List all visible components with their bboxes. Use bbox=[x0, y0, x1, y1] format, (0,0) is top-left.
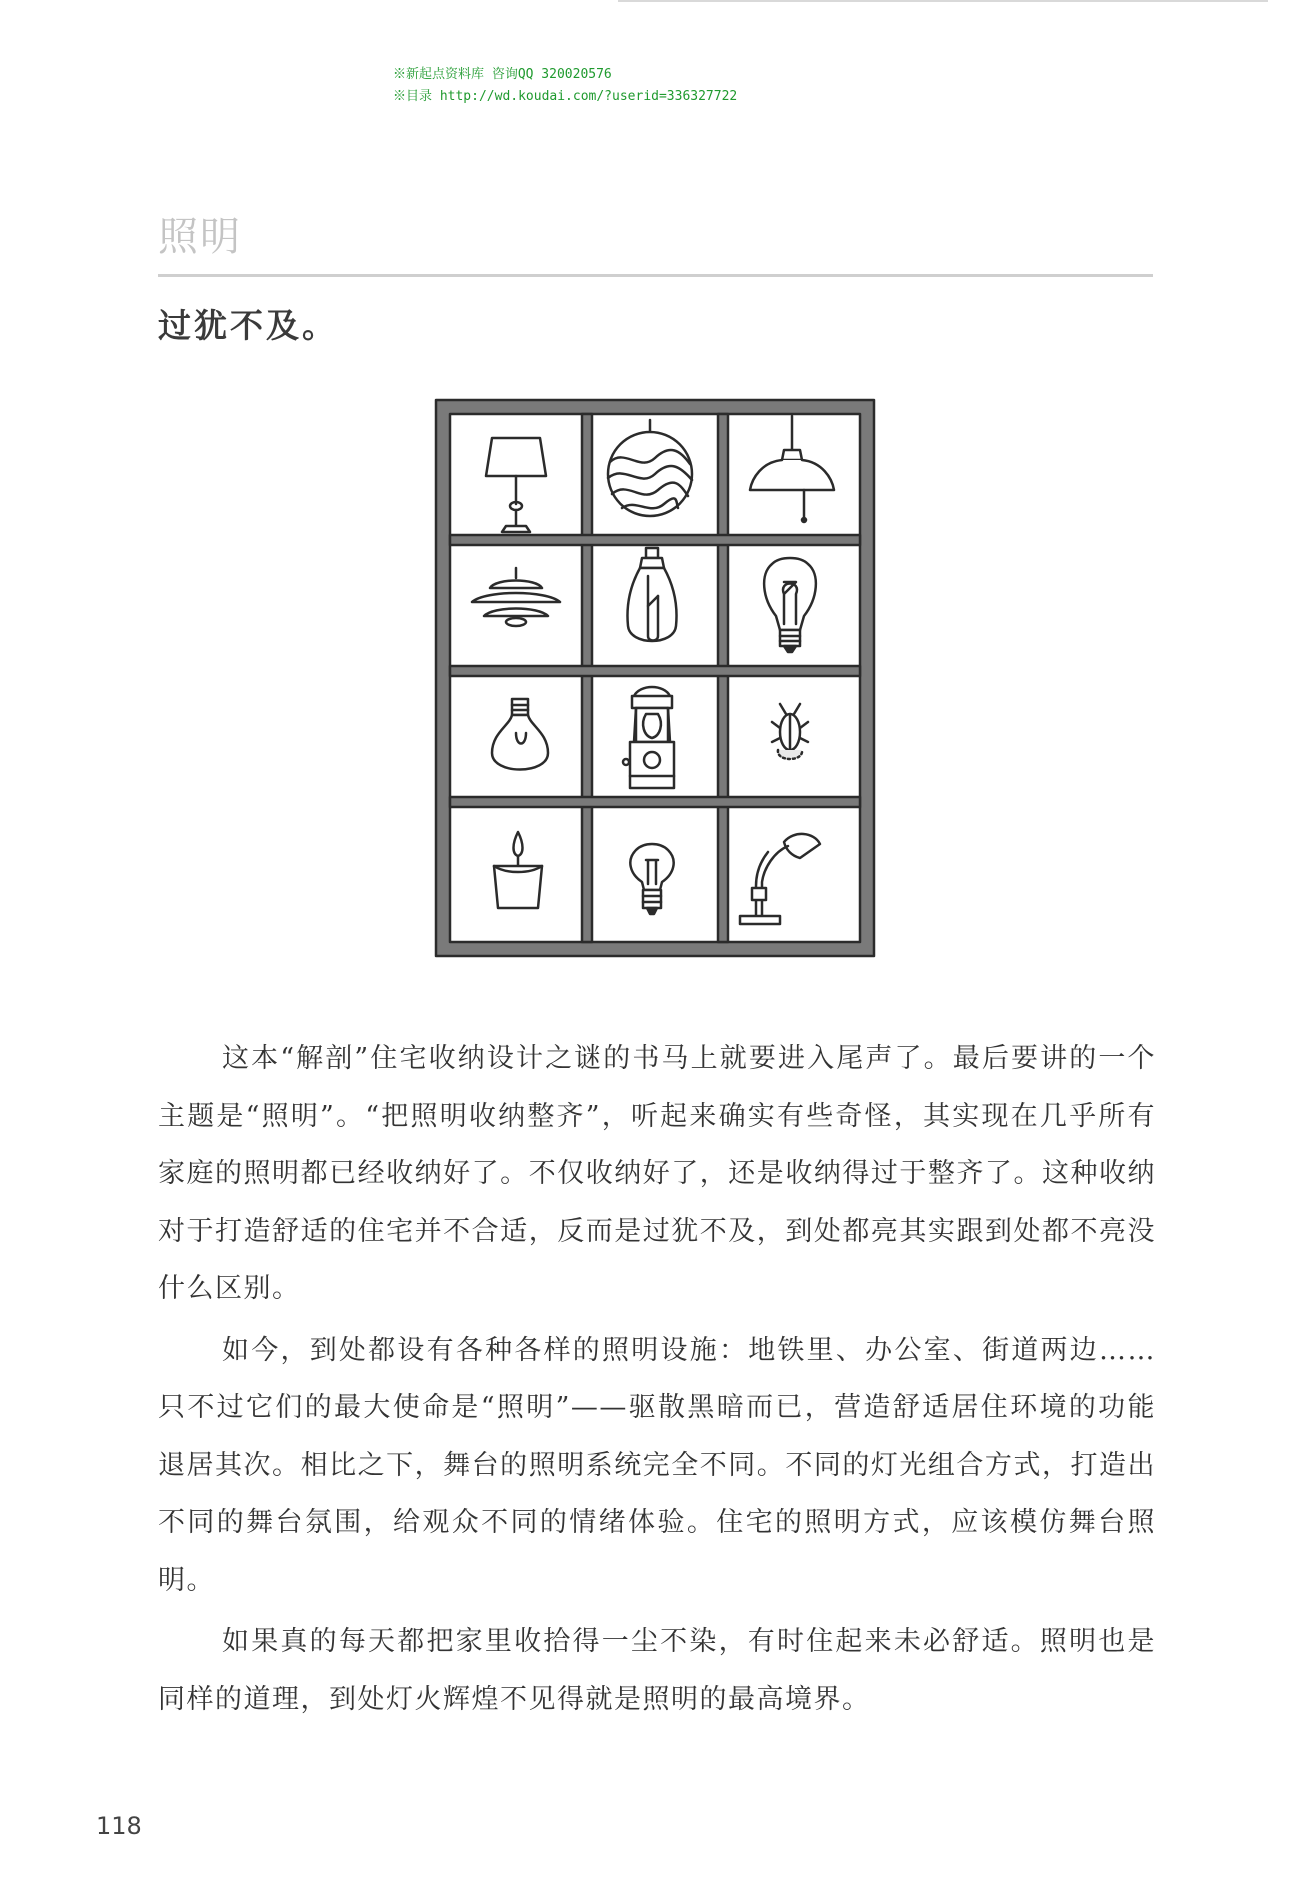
section-title: 照明 bbox=[158, 214, 242, 260]
watermark-line-1: ※新起点资料库 咨询QQ 320020576 bbox=[393, 67, 612, 82]
section-divider bbox=[158, 274, 1153, 277]
paragraph-1: 这本“解剖”住宅收纳设计之谜的书马上就要进入尾声了。最后要讲的一个主题是“照明”。“把照明收纳整齐”，听起来确实有些奇怪，其实现在几乎所有家庭的照明都已经收纳好了。不仅收纳好了，还是收纳得过于整齐了。这种收纳对于打造舒适的住宅并不合适，反而是过犹不及，到处都亮其实跟到处都不亮没什么区别。 bbox=[158, 1043, 1156, 1304]
watermark bbox=[393, 64, 737, 108]
body-text bbox=[158, 1030, 1156, 1732]
top-rule bbox=[618, 0, 1268, 2]
page-subtitle: 过犹不及。 bbox=[158, 306, 338, 345]
lamp-shelf-illustration bbox=[434, 398, 876, 958]
paragraph-2: 如今，到处都设有各种各样的照明设施：地铁里、办公室、街道两边……只不过它们的最大使命是“照明”——驱散黑暗而已，营造舒适居住环境的功能退居其次。相比之下，舞台的照明系统完全不同。不同的灯光组合方式，打造出不同的舞台氛围，给观众不同的情绪体验。住宅的照明方式，应该模仿舞台照明。 bbox=[158, 1334, 1156, 1596]
page-number: 118 bbox=[96, 1812, 142, 1840]
watermark-line-2: ※目录 http://wd.koudai.com/?userid=336327722 bbox=[393, 89, 738, 104]
paragraph-3: 如果真的每天都把家里收拾得一尘不染，有时住起来未必舒适。照明也是同样的道理，到处灯火辉煌不见得就是照明的最高境界。 bbox=[158, 1626, 1156, 1715]
